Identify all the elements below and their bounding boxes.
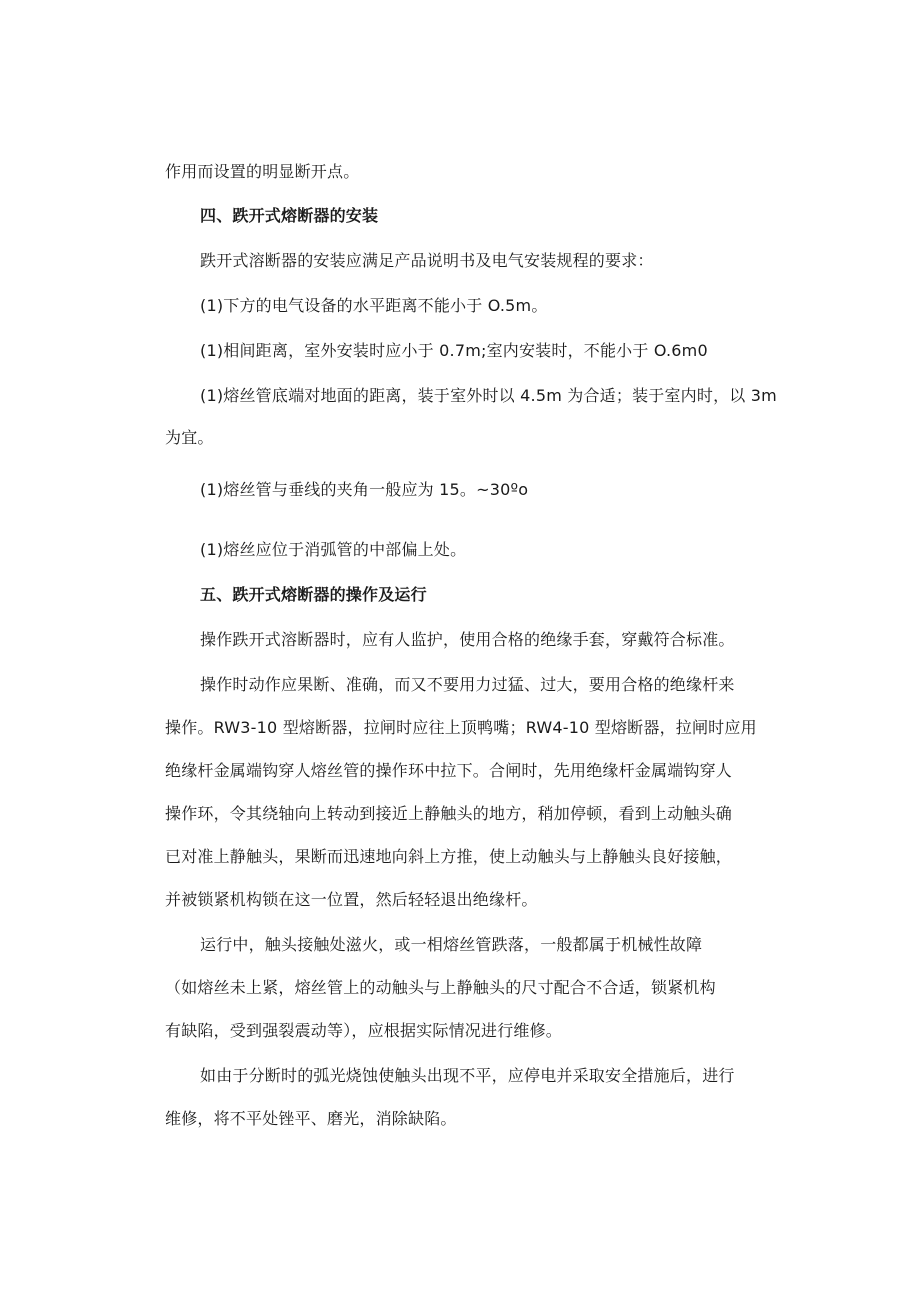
paragraph-line-1: 作用而设置的明显断开点。 — [165, 162, 360, 181]
paragraph-line-12: 操作时动作应果断、准确，而又不要用力过猛、过大，要用合格的绝缘杆来 — [200, 675, 735, 694]
section-heading-installation: 四、跌开式熔断器的安装 — [200, 206, 379, 225]
list-item-4: (1)熔丝管与垂线的夹角一般应为 15。~30ºo — [200, 480, 529, 499]
paragraph-line-3: 跌开式溶断器的安装应满足产品说明书及电气安装规程的要求： — [200, 251, 654, 270]
paragraph-line-18: 运行中，触头接触处滋火，或一相熔丝管跌落，一般都属于机械性故障 — [200, 935, 703, 954]
list-item-3-continued: 为宜。 — [165, 428, 214, 447]
paragraph-line-15: 操作环，令其绕轴向上转动到接近上静触头的地方，稍加停顿，看到上动触头确 — [165, 804, 733, 823]
paragraph-line-21: 如由于分断时的弧光烧蚀使触头出现不平，应停电并采取安全措施后，进行 — [200, 1066, 735, 1085]
list-item-3: (1)熔丝管底端对地面的距离，装于室外时以 4.5m 为合适；装于室内时，以 3m — [200, 386, 777, 405]
list-item-2: (1)相间距离，室外安装时应小于 0.7m;室内安装时，不能小于 O.6m0 — [200, 341, 708, 360]
paragraph-line-16: 已对准上静触头，果断而迅速地向斜上方推，使上动触头与上静触头良好接触， — [165, 847, 733, 866]
paragraph-line-17: 并被锁紧机构锁在这一位置，然后轻轻退出绝缘杆。 — [165, 890, 538, 909]
paragraph-line-22: 维修，将不平处锉平、磨光，消除缺陷。 — [165, 1109, 457, 1128]
paragraph-line-20: 有缺陷，受到强裂震动等），应根据实际情况进行维修。 — [165, 1021, 563, 1040]
paragraph-line-19: （如熔丝未上紧，熔丝管上的动触头与上静触头的尺寸配合不合适，锁紧机构 — [165, 978, 716, 997]
paragraph-line-11: 操作跌开式溶断器时，应有人监护，使用合格的绝缘手套，穿戴符合标准。 — [200, 630, 735, 649]
paragraph-line-13: 操作。RW3-10 型熔断器，拉闸时应往上顶鸭嘴；RW4-10 型熔断器，拉闸时应用 — [165, 718, 757, 737]
list-item-1: (1)下方的电气设备的水平距离不能小于 O.5m。 — [200, 296, 548, 315]
section-heading-operation: 五、跌开式熔断器的操作及运行 — [200, 585, 427, 604]
paragraph-line-14: 绝缘杆金属端钩穿人熔丝管的操作环中拉下。合闸时，先用绝缘杆金属端钩穿人 — [165, 761, 733, 780]
list-item-5: (1)熔丝应位于消弧管的中部偏上处。 — [200, 540, 467, 559]
